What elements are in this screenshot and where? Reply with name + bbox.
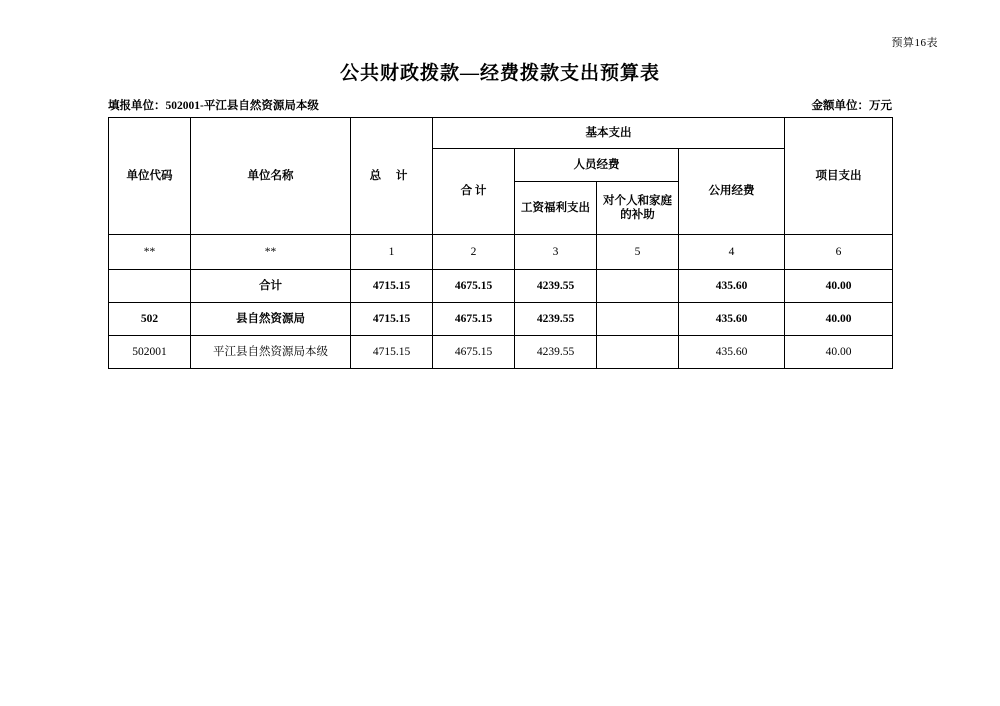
- header-unit-code: 单位代码: [109, 118, 191, 235]
- table-column-number-row: [109, 235, 893, 270]
- cell-project-expenditure: 40.00: [785, 270, 893, 303]
- cell-salary-welfare: 4239.55: [515, 270, 597, 303]
- cell-total: 4715.15: [351, 336, 433, 369]
- cell-subsidy: [597, 270, 679, 303]
- colnum-unit-name: **: [191, 235, 351, 270]
- table-row: [109, 303, 893, 336]
- table-body: [109, 235, 893, 369]
- colnum-subsidy: 5: [597, 235, 679, 270]
- cell-subsidy: [597, 303, 679, 336]
- cell-public-funds: 435.60: [679, 336, 785, 369]
- cell-subtotal: 4675.15: [433, 336, 515, 369]
- table-header-row-1: [109, 118, 893, 149]
- budget-table: [108, 117, 893, 369]
- cell-unit-name: 平江县自然资源局本级: [191, 336, 351, 369]
- colnum-subtotal: 2: [433, 235, 515, 270]
- colnum-salary-welfare: 3: [515, 235, 597, 270]
- cell-public-funds: 435.60: [679, 303, 785, 336]
- cell-unit-name: 合计: [191, 270, 351, 303]
- colnum-project-expenditure: 6: [785, 235, 893, 270]
- cell-project-expenditure: 40.00: [785, 336, 893, 369]
- cell-total: 4715.15: [351, 303, 433, 336]
- filing-unit-label: 填报单位：502001-平江县自然资源局本级: [108, 100, 319, 112]
- cell-subtotal: 4675.15: [433, 270, 515, 303]
- header-salary-welfare: 工资福利支出: [515, 182, 597, 235]
- cell-project-expenditure: 40.00: [785, 303, 893, 336]
- cell-unit-name: 县自然资源局: [191, 303, 351, 336]
- amount-unit-label: 金额单位：万元: [811, 100, 892, 112]
- cell-public-funds: 435.60: [679, 270, 785, 303]
- colnum-unit-code: **: [109, 235, 191, 270]
- cell-total: 4715.15: [351, 270, 433, 303]
- header-public-funds: 公用经费: [679, 149, 785, 235]
- cell-salary-welfare: 4239.55: [515, 303, 597, 336]
- colnum-public-funds: 4: [679, 235, 785, 270]
- table-row: [109, 336, 893, 369]
- cell-unit-code: [109, 270, 191, 303]
- header-personnel-funds: 人员经费: [515, 149, 679, 182]
- meta-row: [108, 97, 892, 113]
- header-unit-name: 单位名称: [191, 118, 351, 235]
- header-subsidy-individual-family: 对个人和家庭的补助: [597, 182, 679, 235]
- header-total: 总 计: [351, 118, 433, 235]
- table-row: [109, 270, 893, 303]
- header-subtotal: 合 计: [433, 149, 515, 235]
- form-number-note: 预算16表: [891, 37, 938, 49]
- header-project-expenditure: 项目支出: [785, 118, 893, 235]
- cell-unit-code: 502: [109, 303, 191, 336]
- cell-salary-welfare: 4239.55: [515, 336, 597, 369]
- page-title: 公共财政拨款—经费拨款支出预算表: [339, 63, 660, 84]
- header-basic-expenditure: 基本支出: [433, 118, 785, 149]
- cell-subsidy: [597, 336, 679, 369]
- colnum-total: 1: [351, 235, 433, 270]
- cell-subtotal: 4675.15: [433, 303, 515, 336]
- cell-unit-code: 502001: [109, 336, 191, 369]
